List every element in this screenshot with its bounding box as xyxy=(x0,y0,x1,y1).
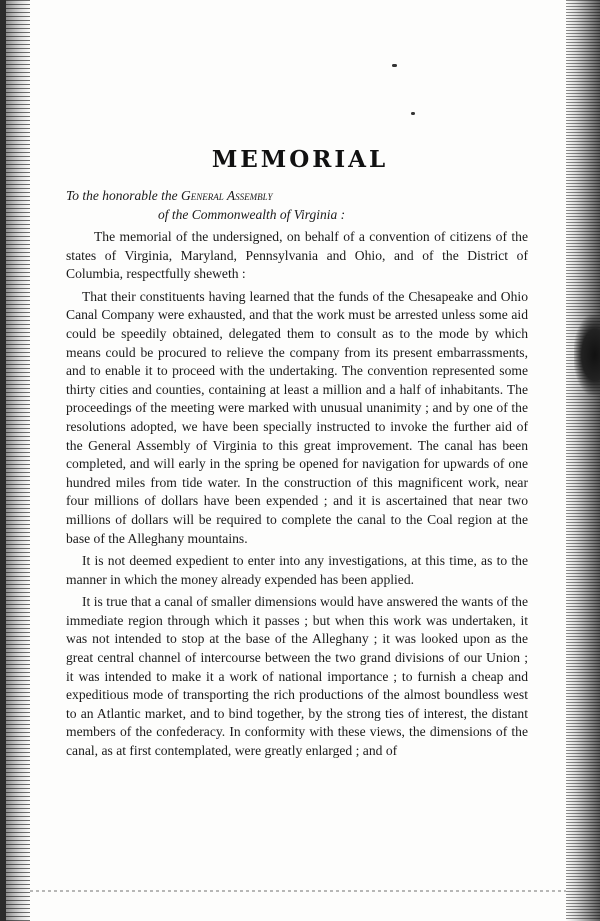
page-bottom-rule xyxy=(30,890,566,892)
page-title: MEMORIAL xyxy=(211,146,389,173)
scan-speck xyxy=(392,64,397,67)
ink-blot xyxy=(574,315,600,395)
salutation-prefix: To the honorable the xyxy=(66,188,178,203)
paragraph: The memorial of the undersigned, on behalf of a convention of citizens of the states of Virginia, Maryland, Pennsylvania and Ohio, and of the District of Columbia, respectfully sheweth : xyxy=(66,229,528,282)
memorial-body xyxy=(66,228,528,765)
scan-speck xyxy=(411,112,415,115)
binding-edge-left xyxy=(0,0,30,921)
paragraph: It is not deemed expedient to enter into any investigations, at this time, as to the manner in which the money already expended has been applied. xyxy=(66,553,528,587)
paragraph: That their constituents having learned that the funds of the Chesapeake and Ohio Canal Company were exhausted, and that the work must be arrested unless some aid could be speedily obtained, delegated them to consult as to the mode by which means could be procured to relieve the company from its present embarrassments, and to enable it to proceed with the undertaking. The convention represented some thirty cities and counties, containing at least a million and a half of inhabitants. The proceedings of the meeting were marked with unusual unanimity ; and by one of the resolutions adopted, we have been specially instructed to invoke the further aid of the General Assembly of Virginia to this great improvement. The canal has been completed, and will early in the spring be opened for navigation for upwards of one hundred miles from tide water. In the construction of this magnificent work, near four millions of dollars have been expended ; and it is ascertained that near two millions of dollars will be required to complete the canal to the Coal region at the base of the Alleghany mountains. xyxy=(66,288,528,546)
paragraph: It is true that a canal of smaller dimensions would have answered the wants of the immediate region through which it passes ; but when this work was undertaken, it was not intended to stop at the base of the Alleghany ; it was looked upon as the great central channel of intercourse between the two grand divisions of our Union ; it was intended to make it a work of national importance ; to furnish a cheap and expeditious mode of transporting the rich productions of the almost boundless west to an Atlantic market, and to bind together, by the strong ties of interest, the distant members of the confederacy. In conformity with these views, the dimensions of the canal, as at first contemplated, were greatly enlarged ; and of xyxy=(66,594,528,759)
salutation xyxy=(66,186,345,224)
salutation-line2: of the Commonwealth of Virginia : xyxy=(158,207,346,222)
salutation-recipient: General Assembly xyxy=(181,188,273,203)
binding-edge-right xyxy=(566,0,600,921)
